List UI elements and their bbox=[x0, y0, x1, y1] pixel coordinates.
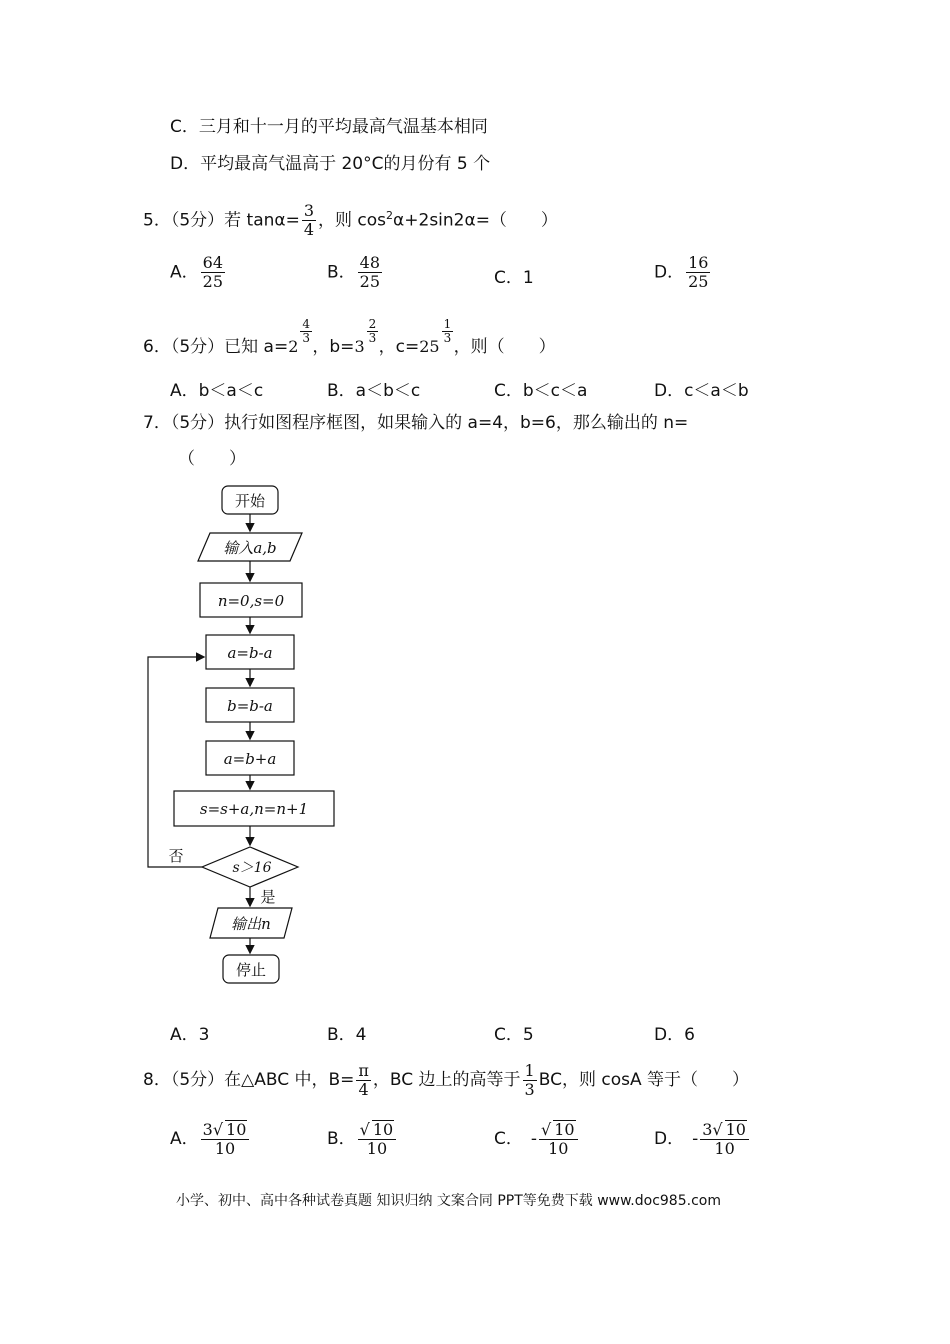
flowchart bbox=[140, 480, 360, 990]
q6-a-power: 2 $\frac{4}{3}$ bbox=[288, 317, 311, 356]
q6-b-power: 3 $\frac{2}{3}$ bbox=[354, 317, 377, 356]
q8-prefix: 8．（5分）在△ABC 中，B= bbox=[143, 1070, 355, 1090]
q6-sep1: ，b= bbox=[312, 337, 355, 357]
q5-option-c: C．1 bbox=[494, 268, 534, 288]
q4-option-c: C．三月和十一月的平均最高气温基本相同 bbox=[170, 117, 488, 137]
q5-superscript: 2 bbox=[386, 209, 394, 222]
q8-option-c: C． - $\frac{√ 10}{10}$ bbox=[494, 1120, 580, 1158]
q7-option-b: B．4 bbox=[327, 1025, 367, 1045]
flow-no-label: 否 bbox=[168, 847, 184, 865]
q6-prefix: 6．（5分）已知 a= bbox=[143, 337, 289, 357]
page-footer: 小学、初中、高中各种试卷真题 知识归纳 文案合同 PPT等免费下载 www.doc985.com bbox=[176, 1193, 721, 1209]
flow-yes-label: 是 bbox=[260, 888, 276, 906]
flow-step2-label: b=b-a bbox=[227, 697, 273, 715]
q5-option-b: B． $\frac{48}{25}$ bbox=[327, 253, 381, 291]
q8-mid: ，BC 边上的高等于 bbox=[372, 1070, 521, 1090]
q5-prefix: 5．（5分）若 tanα= bbox=[143, 210, 300, 231]
q5-mid: ，则 cos bbox=[318, 210, 387, 231]
q5-tail: α+2sin2α=（ ） bbox=[393, 210, 558, 231]
flow-init-label: n=0,s=0 bbox=[217, 592, 285, 610]
flow-step1-label: a=b-a bbox=[227, 644, 273, 662]
flow-start-label: 开始 bbox=[234, 492, 266, 510]
q4-option-d: D．平均最高气温高于 20°C的月份有 5 个 bbox=[170, 154, 491, 174]
flow-stop-label: 停止 bbox=[235, 961, 267, 979]
question-7-line1: 7．（5分）执行如图程序框图，如果输入的 a=4，b=6，那么输出的 n= bbox=[143, 413, 689, 433]
flow-step3-label: a=b+a bbox=[223, 750, 277, 768]
question-8 bbox=[143, 1060, 749, 1100]
q7-option-a: A．3 bbox=[170, 1025, 210, 1045]
q6-option-d: D．c＜a＜b bbox=[654, 381, 749, 401]
q5-fraction: $\frac{3}{4}$ bbox=[303, 201, 315, 240]
q7-option-d: D．6 bbox=[654, 1025, 695, 1045]
q8-h-fraction: $\frac{1}{3}$ bbox=[524, 1060, 535, 1099]
q5-option-a: A． $\frac{64}{25}$ bbox=[170, 253, 223, 291]
question-5 bbox=[143, 196, 558, 241]
q6-sep2: ，c= bbox=[378, 337, 420, 357]
flow-input-label: 输入a,b bbox=[223, 539, 277, 557]
flow-decision-label: s＞16 bbox=[232, 860, 272, 876]
q6-option-a: A．b＜a＜c bbox=[170, 381, 264, 401]
question-7-line2: （ ） bbox=[178, 449, 246, 469]
question-6 bbox=[143, 317, 556, 362]
q8-option-d: D． - $\frac{3√ 10}{10}$ bbox=[654, 1120, 751, 1158]
q8-b-fraction: $\frac{\pi}{4}$ bbox=[358, 1060, 369, 1099]
flow-output-label: 输出n bbox=[231, 915, 271, 933]
q8-option-a: A． $\frac{3√ 10}{10}$ bbox=[170, 1120, 251, 1158]
q6-option-b: B．a＜b＜c bbox=[327, 381, 421, 401]
q6-c-power: 25 $\frac{1}{3}$ bbox=[419, 317, 452, 356]
q8-option-b: B． $\frac{√ 10}{10}$ bbox=[327, 1120, 398, 1158]
q6-tail: ，则（ ） bbox=[453, 337, 556, 357]
flow-step4-label: s=s+a,n=n+1 bbox=[199, 800, 309, 818]
q5-option-d: D． $\frac{16}{25}$ bbox=[654, 253, 709, 291]
q6-option-c: C．b＜c＜a bbox=[494, 381, 588, 401]
flow-loop-arrow bbox=[148, 657, 203, 867]
q7-option-c: C．5 bbox=[494, 1025, 534, 1045]
q8-tail: BC，则 cosA 等于（ ） bbox=[538, 1070, 750, 1090]
